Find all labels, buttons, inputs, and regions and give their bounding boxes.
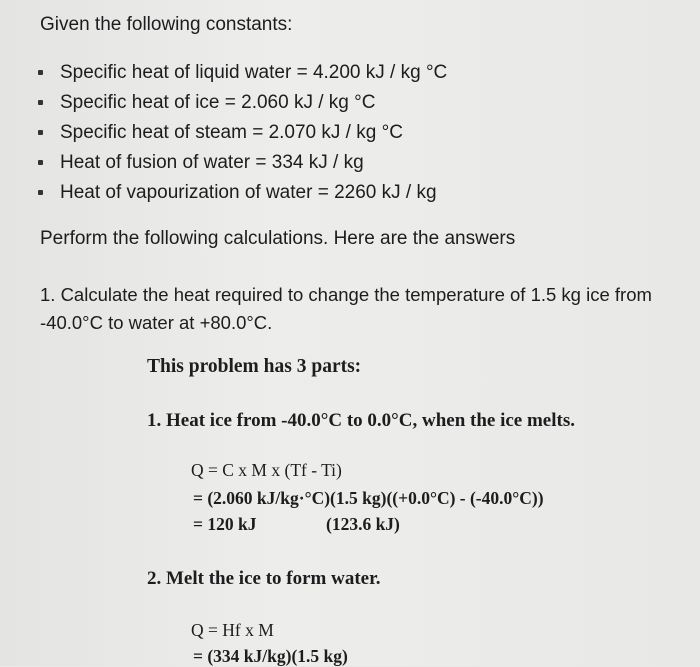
constant-text: Specific heat of steam = 2.070 kJ / kg °C (60, 122, 403, 143)
constant-text: Heat of vapourization of water = 2260 kJ / kg (60, 182, 437, 203)
bullet-icon (38, 160, 43, 165)
part1-exact-result: (123.6 kJ) (326, 514, 400, 534)
list-item (36, 88, 447, 118)
question-line-1: 1. Calculate the heat required to change the temperature of 1.5 kg ice from (40, 284, 652, 305)
part2-formula: Q = Hf x M (191, 620, 274, 640)
constant-text: Specific heat of ice = 2.060 kJ / kg °C (60, 92, 376, 113)
part1-formula: Q = C x M x (Tf - Ti) (191, 460, 342, 480)
part1-substitution: = (2.060 kJ/kg·°C)(1.5 kg)((+0.0°C) - (-40.0°C)) (193, 488, 544, 508)
part1-result: = 120 kJ (193, 514, 257, 534)
constants-list (36, 58, 447, 208)
list-item (36, 118, 447, 148)
question-line-2: -40.0°C to water at +80.0°C. (40, 312, 273, 333)
list-item (36, 178, 447, 208)
parts-title: This problem has 3 parts: (147, 356, 362, 377)
constant-text: Heat of fusion of water = 334 kJ / kg (60, 152, 364, 173)
bullet-icon (38, 190, 43, 195)
constant-text: Specific heat of liquid water = 4.200 kJ / kg °C (60, 62, 448, 83)
bullet-icon (38, 130, 43, 135)
instruction-text: Perform the following calculations. Here are the answers (40, 228, 516, 249)
list-item (36, 148, 447, 178)
bullet-icon (38, 70, 43, 75)
constants-heading: Given the following constants: (40, 14, 293, 35)
part1-title: 1. Heat ice from -40.0°C to 0.0°C, when the ice melts. (147, 410, 575, 431)
part2-substitution: = (334 kJ/kg)(1.5 kg) (193, 646, 348, 666)
list-item (36, 58, 447, 88)
part2-title: 2. Melt the ice to form water. (147, 568, 381, 589)
bullet-icon (38, 100, 43, 105)
